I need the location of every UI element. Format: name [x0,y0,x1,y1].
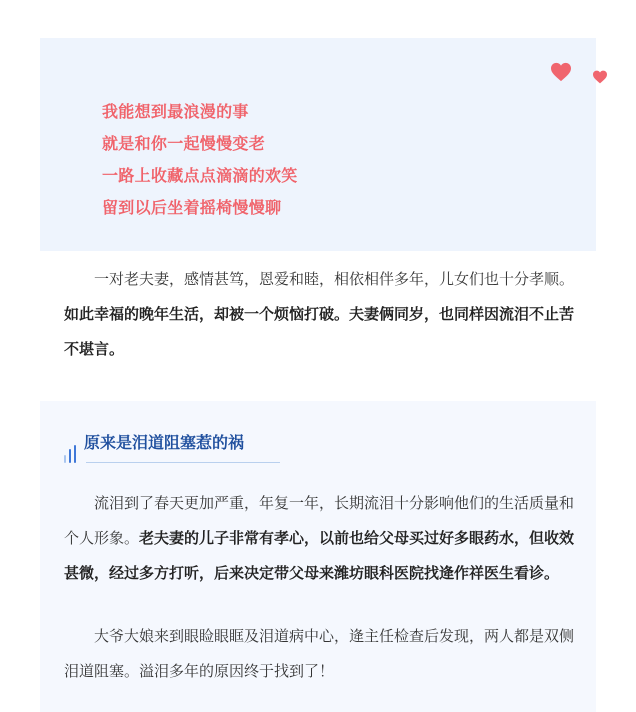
section-paragraph [64,486,584,591]
quote-card [40,38,596,251]
heart-icon [550,62,572,82]
quote-line: 一路上收藏点点滴滴的欢笑 [102,166,298,185]
section-heading [64,431,280,465]
quote-line: 留到以后坐着摇椅慢慢聊 [102,198,282,217]
quote-line: 就是和你一起慢慢变老 [102,134,266,153]
section-emphasis: 老夫妻的儿子非常有孝心，以前也给父母买过好多眼药水，但收效甚微，经过多方打听，后来决定带父母来潍坊眼科医院找逄作祥医生看诊。 [64,529,575,582]
accent-bars-icon [64,445,84,463]
heart-icon [592,70,608,84]
section-text: 流泪到了春天更加严重，年复一年，长期流泪十分影响他们的生活质量和个人形象。 [64,494,575,547]
section-underline [86,462,280,463]
section-paragraph-2 [64,619,584,689]
intro-emphasis: 如此幸福的晚年生活，却被一个烦恼打破。夫妻俩同岁，也同样因流泪不止苦不堪言。 [64,305,575,358]
section-text-2: 大爷大娘来到眼睑眼眶及泪道病中心，逄主任检查后发现，两人都是双侧泪道阻塞。溢泪多年的原因终于找到了！ [64,627,575,680]
quote-lines [102,96,298,224]
intro-paragraph [64,262,584,367]
hearts-decoration [550,62,612,88]
quote-line: 我能想到最浪漫的事 [102,102,249,121]
intro-text: 一对老夫妻，感情甚笃，恩爱和睦，相依相伴多年，儿女们也十分孝顺。 [94,270,575,288]
section-title: 原来是泪道阻塞惹的祸 [84,433,245,452]
